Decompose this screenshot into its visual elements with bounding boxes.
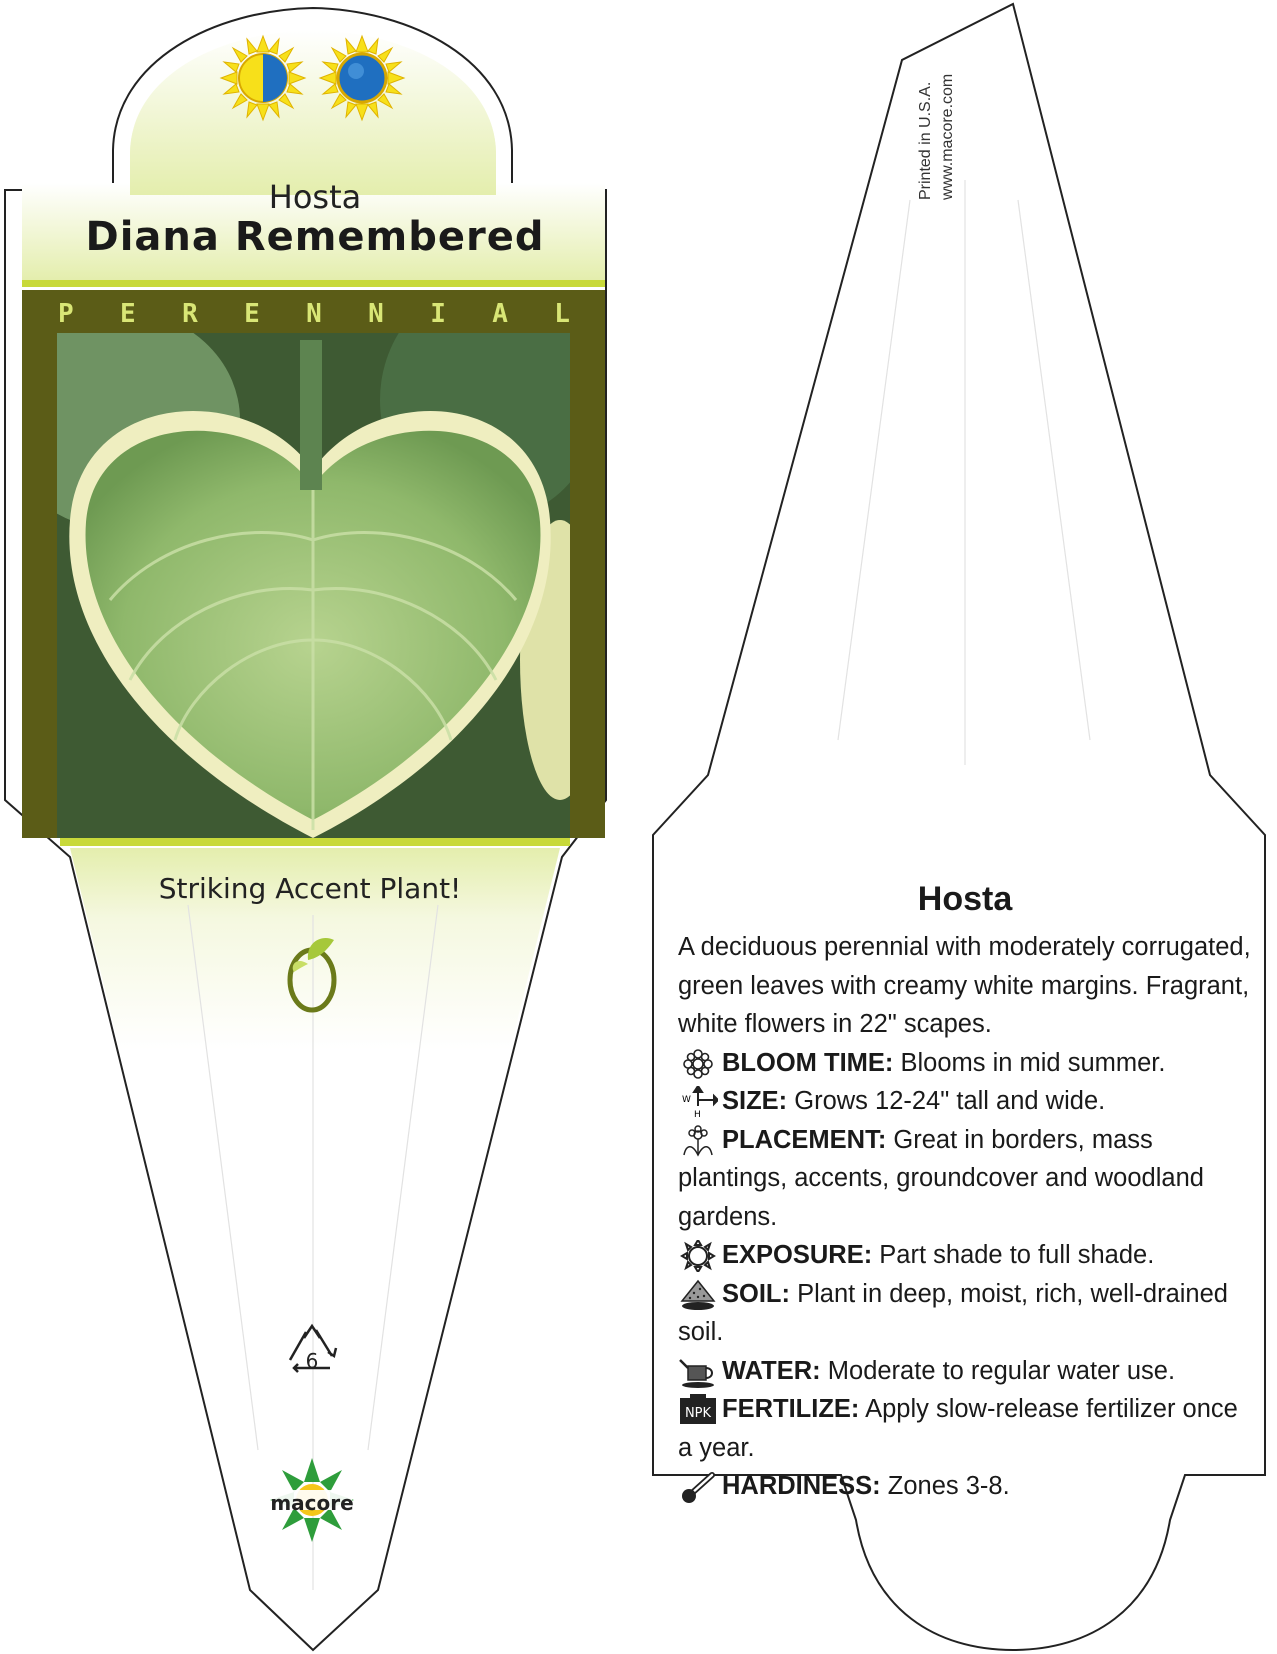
category-letter: P <box>58 299 74 329</box>
description: A deciduous perennial with moderately corrugated, green leaves with creamy white margins. Fragrant, white flowers in 22" scapes. <box>678 933 1251 1038</box>
care-label: FERTILIZE: <box>722 1395 860 1423</box>
care-row <box>678 1467 1258 1506</box>
watering-can-icon <box>678 1356 718 1388</box>
care-row <box>678 1352 1258 1391</box>
care-row <box>678 1275 1258 1352</box>
care-info <box>678 928 1258 1506</box>
category-letter: N <box>306 299 322 329</box>
website-line: www.macore.com <box>939 73 956 200</box>
size-arrows-icon <box>678 1086 718 1118</box>
care-text: Apply slow-release fertilizer once a year. <box>678 1395 1238 1462</box>
care-text: Great in borders, mass plantings, accents, groundcover and woodland gardens. <box>678 1125 1204 1231</box>
sun-outline-icon <box>678 1240 718 1272</box>
tagline: Striking Accent Plant! <box>158 872 462 905</box>
svg-text:W: W <box>682 1095 691 1106</box>
hosta-leaf-photo <box>0 280 600 838</box>
care-row <box>678 1236 1258 1275</box>
flower-icon <box>678 1048 718 1080</box>
full-shade-icon <box>320 36 404 120</box>
care-label: HARDINESS: <box>722 1472 881 1500</box>
svg-text:H: H <box>694 1110 701 1119</box>
category-letter: I <box>430 299 446 329</box>
npk-icon <box>678 1394 718 1426</box>
recycle-number: 6 <box>305 1349 319 1373</box>
category-letter: R <box>182 299 198 329</box>
care-text: Part shade to full shade. <box>872 1241 1155 1269</box>
thermometer-icon <box>678 1471 718 1503</box>
care-text: Grows 12-24" tall and wide. <box>787 1087 1106 1115</box>
info-title: Hosta <box>917 880 1013 918</box>
care-label: EXPOSURE: <box>722 1241 873 1269</box>
cultivar-name: Diana Remembered <box>85 214 545 260</box>
care-row <box>678 1044 1258 1083</box>
care-label: WATER: <box>722 1356 821 1385</box>
part-shade-icon <box>221 36 305 120</box>
care-text: Moderate to regular water use. <box>820 1356 1176 1385</box>
printed-line: Printed in U.S.A. <box>917 81 934 200</box>
category-letter: N <box>368 299 384 329</box>
care-text: Zones 3-8. <box>880 1472 1010 1500</box>
soil-icon <box>678 1279 718 1311</box>
category-letter: L <box>554 299 570 329</box>
svg-text:NPK: NPK <box>684 1406 712 1422</box>
care-text: Plant in deep, moist, rich, well-drained soil. <box>678 1279 1228 1346</box>
species-name: Hosta <box>268 178 362 216</box>
care-row <box>678 1082 1258 1121</box>
care-label: PLACEMENT: <box>722 1125 887 1154</box>
brand-name: macore <box>270 1491 354 1515</box>
printed-credit <box>915 30 959 200</box>
category-letter: E <box>120 299 136 329</box>
placement-icon <box>678 1125 718 1157</box>
care-row <box>678 1390 1258 1467</box>
care-label: SIZE: <box>722 1087 788 1115</box>
care-label: BLOOM TIME: <box>722 1048 894 1077</box>
care-label: SOIL: <box>722 1279 790 1308</box>
category-label <box>58 299 570 329</box>
care-row <box>678 1121 1258 1237</box>
category-letter: A <box>492 299 508 329</box>
care-text: Blooms in mid summer. <box>893 1048 1166 1077</box>
category-letter: E <box>244 299 260 329</box>
